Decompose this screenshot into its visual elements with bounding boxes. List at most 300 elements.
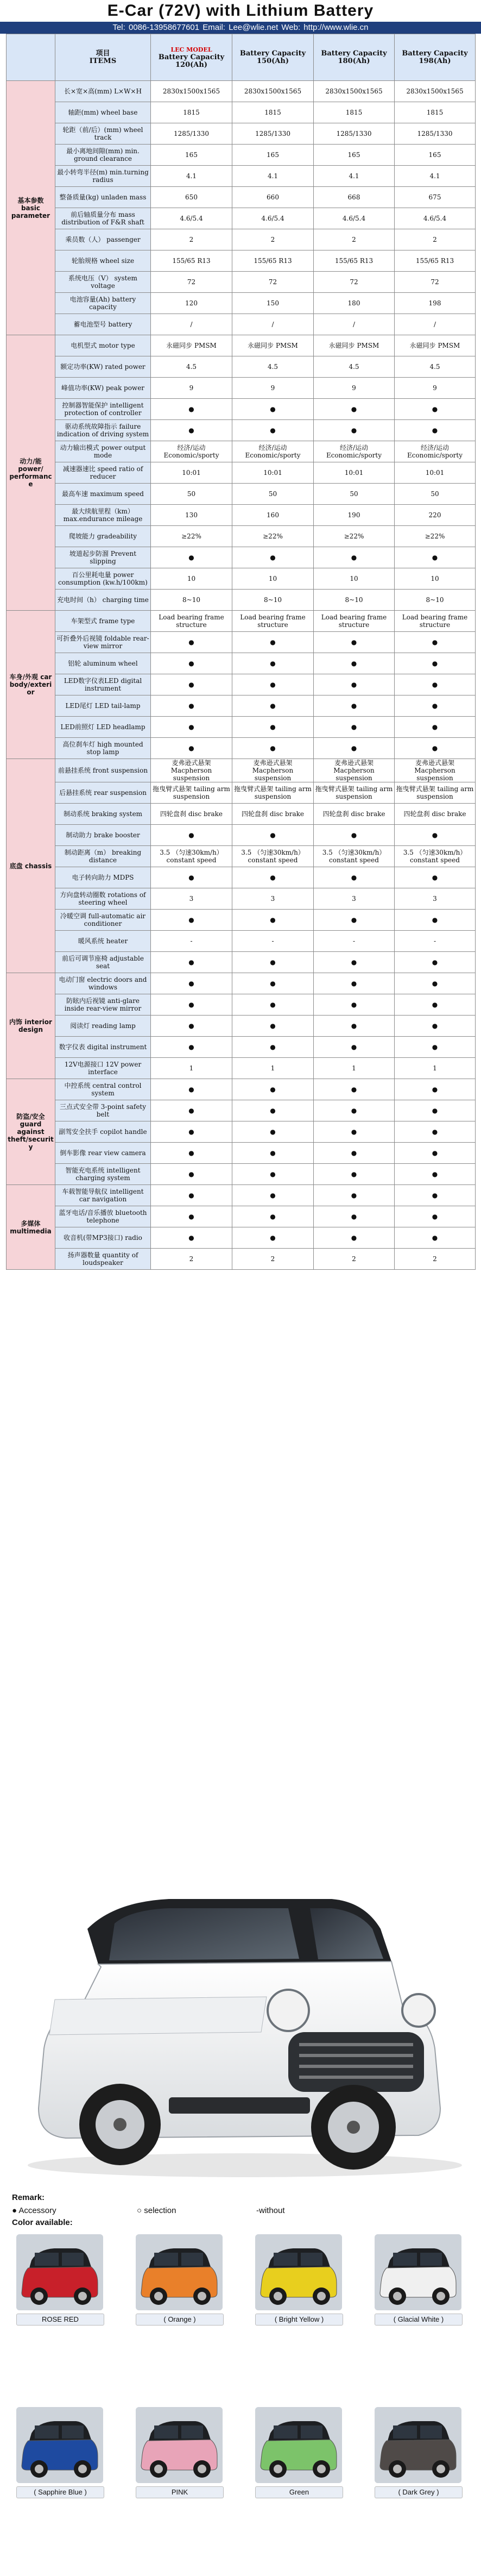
spec-item-label: 电子转向助力 MDPS: [55, 867, 151, 888]
spec-item-label: 暖风系统 heater: [55, 931, 151, 952]
spec-value: 4.5: [314, 356, 395, 378]
spec-item-label: LED前照灯 LED headlamp: [55, 717, 151, 738]
color-swatch: [255, 2234, 342, 2310]
spec-value: ●: [151, 825, 232, 846]
spec-value: 4.1: [151, 166, 232, 187]
spec-item-label: 前后可调节座椅 adjustable seat: [55, 952, 151, 973]
spec-value: 3: [151, 888, 232, 910]
color-swatch: [136, 2234, 223, 2310]
table-row: [7, 782, 476, 804]
spec-value: 668: [314, 187, 395, 208]
spec-value: ●: [232, 910, 314, 931]
legend-without: -without: [256, 2206, 285, 2215]
spec-value: -: [314, 931, 395, 952]
spec-value: ●: [232, 1164, 314, 1185]
spec-item-label: 轮胎规格 wheel size: [55, 250, 151, 272]
spec-value: 2: [232, 229, 314, 250]
table-row: [7, 81, 476, 102]
spec-item-label: 充电时间（h） charging time: [55, 590, 151, 611]
spec-value: 1815: [395, 102, 476, 123]
spec-item-label: 铝轮 aluminum wheel: [55, 653, 151, 674]
spec-value: 麦弗逊式悬架 Macpherson suspension: [151, 759, 232, 782]
spec-value: 拖曳臂式悬架 tailing arm suspension: [151, 782, 232, 804]
table-row: [7, 399, 476, 420]
car-thumbnail-icon: [375, 2407, 461, 2483]
spec-item-label: 车架型式 frame type: [55, 611, 151, 632]
spec-value: 2830x1500x1565: [314, 81, 395, 102]
spec-value: ●: [151, 952, 232, 973]
spec-value: 拖曳臂式悬架 tailing arm suspension: [395, 782, 476, 804]
spec-item-label: 前悬挂系统 front suspension: [55, 759, 151, 782]
spec-item-label: 冷暖空调 full-automatic air conditioner: [55, 910, 151, 931]
page-title: E-Car (72V) with Lithium Battery: [107, 2, 374, 20]
table-row: [7, 102, 476, 123]
spec-value: -: [151, 931, 232, 952]
spec-value: ●: [395, 399, 476, 420]
spec-value: 72: [151, 272, 232, 293]
spec-value: ●: [232, 1016, 314, 1037]
spec-value: 麦弗逊式悬架 Macpherson suspension: [232, 759, 314, 782]
table-row: [7, 611, 476, 632]
spec-item-label: 高位刹车灯 high mounted stop lamp: [55, 738, 151, 759]
spec-value: ●: [314, 695, 395, 717]
spec-value: ●: [395, 1206, 476, 1227]
spec-item-label: 轮距（前/后）(mm) wheel track: [55, 123, 151, 145]
spec-value: 220: [395, 505, 476, 526]
spec-value: ●: [395, 1100, 476, 1121]
header-col-3: Battery Capacity 180(Ah): [314, 34, 395, 81]
spec-value: 麦弗逊式悬架 Macpherson suspension: [314, 759, 395, 782]
table-row: [7, 1206, 476, 1227]
spec-value: 8~10: [314, 590, 395, 611]
spec-value: ●: [232, 1185, 314, 1206]
header-col-1-label: Battery Capacity 120(Ah): [158, 53, 225, 69]
remark-title: Remark:: [12, 2193, 45, 2202]
spec-value: ●: [151, 547, 232, 568]
spec-value: 8~10: [151, 590, 232, 611]
spec-value: 160: [232, 505, 314, 526]
spec-value: 拖曳臂式悬架 tailing arm suspension: [314, 782, 395, 804]
table-row: [7, 910, 476, 931]
table-row: [7, 187, 476, 208]
spec-value: 4.1: [395, 166, 476, 187]
table-row: [7, 804, 476, 825]
spec-value: ●: [232, 1227, 314, 1249]
car-thumbnail-icon: [255, 2407, 342, 2483]
spec-value: ●: [151, 420, 232, 441]
spec-value: ●: [314, 973, 395, 994]
spec-value: ●: [314, 825, 395, 846]
color-label: PINK: [136, 2486, 224, 2498]
spec-value: ●: [232, 994, 314, 1016]
spec-value: 4.5: [232, 356, 314, 378]
spec-value: 3: [395, 888, 476, 910]
table-row: [7, 356, 476, 378]
table-row: [7, 695, 476, 717]
spec-value: ●: [232, 1143, 314, 1164]
spec-item-label: 制动距离（m） breaking distance: [55, 846, 151, 867]
header-items: [55, 34, 151, 81]
table-row: [7, 1079, 476, 1100]
spec-item-label: 可折叠外后视镜 foldable rear-view mirror: [55, 632, 151, 653]
spec-value: 经济/运动 Economic/sporty: [151, 441, 232, 462]
spec-value: 10:01: [314, 462, 395, 484]
color-swatch: [16, 2407, 103, 2483]
table-row: [7, 547, 476, 568]
spec-value: 9: [151, 378, 232, 399]
spec-value: 155/65 R13: [395, 250, 476, 272]
table-row: [7, 973, 476, 994]
table-row: [7, 952, 476, 973]
spec-value: ●: [232, 674, 314, 695]
spec-value: 2: [232, 1249, 314, 1270]
section-label: 防盗/安全 guard against theft/security: [7, 1079, 55, 1185]
spec-item-label: 峰值功率(KW) peak power: [55, 378, 151, 399]
spec-value: 4.1: [314, 166, 395, 187]
spec-value: 10: [232, 568, 314, 590]
spec-value: ●: [314, 1121, 395, 1143]
spec-value: 3: [314, 888, 395, 910]
spec-item-label: 智能充电系统 intelligent charging system: [55, 1164, 151, 1185]
color-label: ( Glacial White ): [375, 2314, 463, 2326]
table-row: [7, 314, 476, 335]
spec-value: 1: [314, 1058, 395, 1079]
color-label: ( Orange ): [136, 2314, 224, 2326]
spec-value: ●: [232, 420, 314, 441]
car-photo: [6, 1869, 475, 2191]
spec-item-label: 最小转弯半径(m) min.turning radius: [55, 166, 151, 187]
spec-value: 3: [232, 888, 314, 910]
spec-value: 8~10: [232, 590, 314, 611]
spec-value: ●: [232, 1037, 314, 1058]
car-thumbnail-icon: [136, 2234, 223, 2310]
section-label: 基本参数 basic parameter: [7, 81, 55, 335]
spec-item-label: 防眩内后视镜 anti-glare inside rear-view mirror: [55, 994, 151, 1016]
spec-value: 72: [232, 272, 314, 293]
spec-value: 50: [151, 484, 232, 505]
spec-value: ≥22%: [314, 526, 395, 547]
spec-value: ●: [151, 1206, 232, 1227]
table-row: [7, 825, 476, 846]
spec-value: ●: [314, 632, 395, 653]
spec-value: ●: [314, 420, 395, 441]
spec-item-label: 减速器速比 speed ratio of reducer: [55, 462, 151, 484]
spec-value: ●: [232, 1121, 314, 1143]
spec-value: 190: [314, 505, 395, 526]
spec-value: ●: [314, 1037, 395, 1058]
spec-value: ●: [395, 1037, 476, 1058]
spec-value: ●: [395, 547, 476, 568]
spec-value: 10: [314, 568, 395, 590]
color-label: ROSE RED: [16, 2314, 104, 2326]
spec-value: 150: [232, 293, 314, 314]
spec-value: 72: [395, 272, 476, 293]
spec-value: ●: [314, 399, 395, 420]
color-swatch: [375, 2234, 461, 2310]
table-row: [7, 846, 476, 867]
spec-item-label: 12V电源接口 12V power interface: [55, 1058, 151, 1079]
spec-value: 2: [395, 229, 476, 250]
spec-value: 2: [151, 1249, 232, 1270]
spec-item-label: 驱动系统故障指示 failure indication of driving system: [55, 420, 151, 441]
table-row: [7, 293, 476, 314]
spec-value: ●: [151, 674, 232, 695]
spec-value: 4.6/5.4: [314, 208, 395, 229]
color-label: ( Dark Grey ): [375, 2486, 463, 2498]
spec-value: 四轮盘刹 disc brake: [395, 804, 476, 825]
table-row: [7, 484, 476, 505]
spec-item-label: 额定功率(KW) rated power: [55, 356, 151, 378]
spec-item-label: 制动系统 braking system: [55, 804, 151, 825]
spec-value: 10: [395, 568, 476, 590]
spec-item-label: 制动助力 brake booster: [55, 825, 151, 846]
color-swatch: [16, 2234, 103, 2310]
spec-value: ●: [232, 399, 314, 420]
spec-value: ●: [395, 420, 476, 441]
spec-value: ●: [314, 910, 395, 931]
spec-value: 3.5 （匀速30km/h） constant speed: [314, 846, 395, 867]
spec-value: ●: [151, 399, 232, 420]
spec-value: 9: [232, 378, 314, 399]
header-col-1: [151, 34, 232, 81]
spec-value: /: [151, 314, 232, 335]
header-col-2: Battery Capacity 150(Ah): [232, 34, 314, 81]
table-row: [7, 1164, 476, 1185]
color-swatch: [375, 2407, 461, 2483]
table-row: [7, 674, 476, 695]
spec-value: ●: [314, 1164, 395, 1185]
spec-item-label: 动力输出模式 power output mode: [55, 441, 151, 462]
spec-value: ●: [395, 1079, 476, 1100]
table-row: [7, 378, 476, 399]
table-row: [7, 335, 476, 356]
spec-item-label: 倒车影像 rear view camera: [55, 1143, 151, 1164]
spec-value: 1285/1330: [314, 123, 395, 145]
spec-item-label: 电机型式 motor type: [55, 335, 151, 356]
table-row: [7, 653, 476, 674]
spec-value: -: [232, 931, 314, 952]
spec-value: ●: [151, 1037, 232, 1058]
spec-item-label: 前后轴质量分布 mass distribution of F&R shaft: [55, 208, 151, 229]
section-label: 车身/外观 car body/exterior: [7, 611, 55, 759]
spec-value: ●: [395, 674, 476, 695]
spec-value: 4.6/5.4: [232, 208, 314, 229]
spec-value: 165: [314, 145, 395, 166]
spec-value: ●: [151, 867, 232, 888]
color-swatch: [255, 2407, 342, 2483]
spec-value: 1815: [151, 102, 232, 123]
spec-value: 650: [151, 187, 232, 208]
spec-value: 2: [151, 229, 232, 250]
spec-value: /: [232, 314, 314, 335]
spec-value: ●: [232, 867, 314, 888]
table-row: [7, 1185, 476, 1206]
car-thumbnail-icon: [375, 2234, 461, 2310]
spec-value: ●: [151, 1227, 232, 1249]
spec-value: ●: [151, 653, 232, 674]
spec-value: ≥22%: [395, 526, 476, 547]
spec-value: ●: [232, 695, 314, 717]
spec-value: ●: [232, 738, 314, 759]
table-header-row: [7, 34, 476, 81]
spec-value: 1: [232, 1058, 314, 1079]
section-label: 内饰 interior design: [7, 973, 55, 1079]
spec-value: ●: [232, 952, 314, 973]
spec-item-label: 爬坡能力 gradeability: [55, 526, 151, 547]
spec-value: 永磁同步 PMSM: [151, 335, 232, 356]
table-row: [7, 931, 476, 952]
spec-value: ●: [232, 547, 314, 568]
spec-value: ●: [314, 547, 395, 568]
car-thumbnail-icon: [136, 2407, 223, 2483]
spec-value: Load bearing frame structure: [232, 611, 314, 632]
spec-value: 72: [314, 272, 395, 293]
spec-value: 155/65 R13: [151, 250, 232, 272]
spec-value: 4.5: [151, 356, 232, 378]
spec-value: ●: [395, 973, 476, 994]
spec-value: ●: [151, 1100, 232, 1121]
spec-value: ●: [151, 695, 232, 717]
spec-value: 10:01: [395, 462, 476, 484]
spec-value: /: [395, 314, 476, 335]
spec-value: 660: [232, 187, 314, 208]
spec-item-label: 方向盘转动圈数 rotations of steering wheel: [55, 888, 151, 910]
spec-item-label: 数字仪表 digital instrument: [55, 1037, 151, 1058]
spec-value: ●: [151, 1121, 232, 1143]
spec-value: 2830x1500x1565: [151, 81, 232, 102]
table-row: [7, 717, 476, 738]
spec-value: ●: [314, 1227, 395, 1249]
spec-item-label: LED尾灯 LED tail-lamp: [55, 695, 151, 717]
spec-item-label: 电动门窗 electric doors and windows: [55, 973, 151, 994]
legend-selection: ○ selection: [137, 2206, 176, 2215]
table-row: [7, 1227, 476, 1249]
table-row: [7, 590, 476, 611]
spec-value: 永磁同步 PMSM: [314, 335, 395, 356]
spec-value: 1285/1330: [395, 123, 476, 145]
spec-item-label: 整备质量(kg) unladen mass: [55, 187, 151, 208]
spec-table: [6, 34, 476, 1270]
spec-value: 4.1: [232, 166, 314, 187]
spec-value: ●: [314, 1185, 395, 1206]
spec-value: 10:01: [232, 462, 314, 484]
spec-value: 1815: [314, 102, 395, 123]
spec-value: 麦弗逊式悬架 Macpherson suspension: [395, 759, 476, 782]
spec-value: 50: [395, 484, 476, 505]
spec-value: 50: [314, 484, 395, 505]
spec-value: ●: [395, 994, 476, 1016]
spec-value: ●: [314, 653, 395, 674]
table-row: [7, 994, 476, 1016]
spec-value: 155/65 R13: [232, 250, 314, 272]
spec-value: ●: [395, 952, 476, 973]
table-row: [7, 888, 476, 910]
header-items-cn: 项目: [96, 49, 110, 58]
table-row: [7, 208, 476, 229]
table-row: [7, 738, 476, 759]
spec-value: ●: [314, 994, 395, 1016]
spec-item-label: 控制器智能保护 intelligent protection of controller: [55, 399, 151, 420]
spec-value: 8~10: [395, 590, 476, 611]
spec-value: 9: [314, 378, 395, 399]
spec-value: 经济/运动 Economic/sporty: [232, 441, 314, 462]
spec-value: Load bearing frame structure: [151, 611, 232, 632]
spec-value: 130: [151, 505, 232, 526]
spec-value: ●: [151, 632, 232, 653]
spec-value: Load bearing frame structure: [395, 611, 476, 632]
table-row: [7, 505, 476, 526]
spec-value: ●: [232, 1079, 314, 1100]
spec-value: ●: [232, 632, 314, 653]
spec-value: 4.6/5.4: [151, 208, 232, 229]
table-row: [7, 1100, 476, 1121]
car-thumbnail-icon: [16, 2234, 103, 2310]
section-label: 底盘 chassis: [7, 759, 55, 973]
header-col-1-tag: LEC MODEL: [170, 46, 212, 53]
spec-value: 50: [232, 484, 314, 505]
spec-value: 2: [314, 1249, 395, 1270]
spec-item-label: 蓝牙电话/音乐播放 bluetooth telephone: [55, 1206, 151, 1227]
table-row: [7, 272, 476, 293]
spec-value: 2830x1500x1565: [232, 81, 314, 102]
table-row: [7, 759, 476, 782]
spec-value: 180: [314, 293, 395, 314]
contact-bar: Tel: 0086-13958677601 Email: Lee@wlie.net Web: http://www.wlie.cn: [0, 22, 481, 34]
spec-value: ●: [151, 717, 232, 738]
spec-value: 4.5: [395, 356, 476, 378]
spec-item-label: 车载智能导航仪 intelligent car navigation: [55, 1185, 151, 1206]
spec-value: ●: [314, 1100, 395, 1121]
table-row: [7, 1058, 476, 1079]
spec-item-label: 电池容量(Ah) battery capacity: [55, 293, 151, 314]
spec-item-label: 后悬挂系统 rear suspension: [55, 782, 151, 804]
spec-value: 198: [395, 293, 476, 314]
spec-item-label: LED数字仪表LED digital instrument: [55, 674, 151, 695]
colors-title: Color available:: [12, 2218, 73, 2227]
color-label: Green: [255, 2486, 343, 2498]
section-label: 动力/能 power/ performance: [7, 335, 55, 611]
table-row: [7, 123, 476, 145]
header-items-en: ITEMS: [89, 57, 117, 65]
spec-value: ●: [314, 1079, 395, 1100]
spec-value: ●: [314, 1206, 395, 1227]
table-row: [7, 632, 476, 653]
spec-value: ●: [395, 910, 476, 931]
spec-value: ≥22%: [232, 526, 314, 547]
legend-accessory: ● Accessory: [12, 2206, 56, 2215]
spec-value: 4.6/5.4: [395, 208, 476, 229]
spec-item-label: 副驾安全扶手 copilot handle: [55, 1121, 151, 1143]
spec-value: ●: [395, 1143, 476, 1164]
spec-value: 1: [395, 1058, 476, 1079]
spec-value: ●: [151, 738, 232, 759]
spec-value: Load bearing frame structure: [314, 611, 395, 632]
spec-value: 1285/1330: [151, 123, 232, 145]
spec-item-label: 轴距(mm) wheel base: [55, 102, 151, 123]
spec-value: ●: [314, 1016, 395, 1037]
spec-value: 3.5 （匀速30km/h） constant speed: [395, 846, 476, 867]
header-col-4: Battery Capacity 198(Ah): [395, 34, 476, 81]
spec-item-label: 最小离地间隙(mm) min. ground clearance: [55, 145, 151, 166]
spec-value: ●: [314, 738, 395, 759]
spec-value: ●: [232, 653, 314, 674]
spec-value: ●: [395, 695, 476, 717]
spec-value: 2830x1500x1565: [395, 81, 476, 102]
spec-value: ●: [151, 994, 232, 1016]
spec-item-label: 乘员数（人） passenger: [55, 229, 151, 250]
table-row: [7, 166, 476, 187]
spec-value: ●: [232, 1100, 314, 1121]
